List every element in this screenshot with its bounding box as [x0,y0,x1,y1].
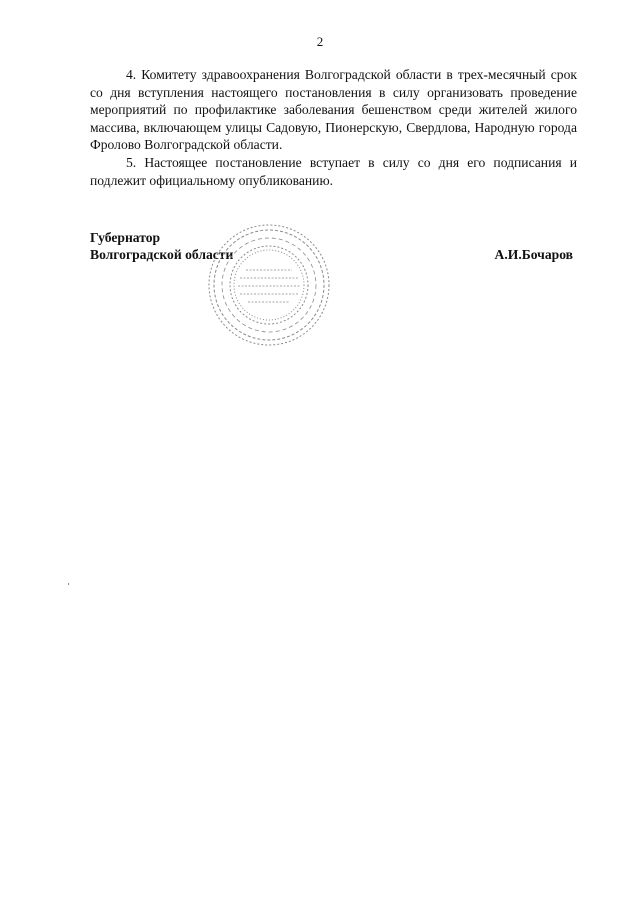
signatory-title-line-2: Волгоградской области [90,247,234,262]
page-number: 2 [316,34,324,49]
seal-inner-ring-2 [234,250,304,320]
official-seal-stamp-icon [206,222,332,348]
paragraph-5: 5. Настоящее постановление вступает в силу со дня его подписания и подлежит официальному опубликованию. [90,154,577,188]
signatory-name: А.И.Бочаров [494,247,573,262]
signature-block [90,229,577,279]
paragraph-4: 4. Комитету здравоохранения Волгоградской области в трех-месячный срок со дня вступления настоящего постановления в силу организовать проведение мероприятий по профилактике заболевания бешенством среди жителей жилого массива, включающем улицы Садовую, Пионерскую, Свердлова, Народную города Фролово Волгоградской области. [90,67,577,153]
scan-speck [68,583,69,585]
signatory-title-line-1: Губернатор [90,230,161,245]
seal-center-lines [238,270,300,302]
seal-lettering-band [222,238,316,332]
document-body [90,66,577,189]
seal-text-band [222,238,316,332]
seal-outer-ring [209,225,329,345]
seal-inner-ring [230,246,308,324]
